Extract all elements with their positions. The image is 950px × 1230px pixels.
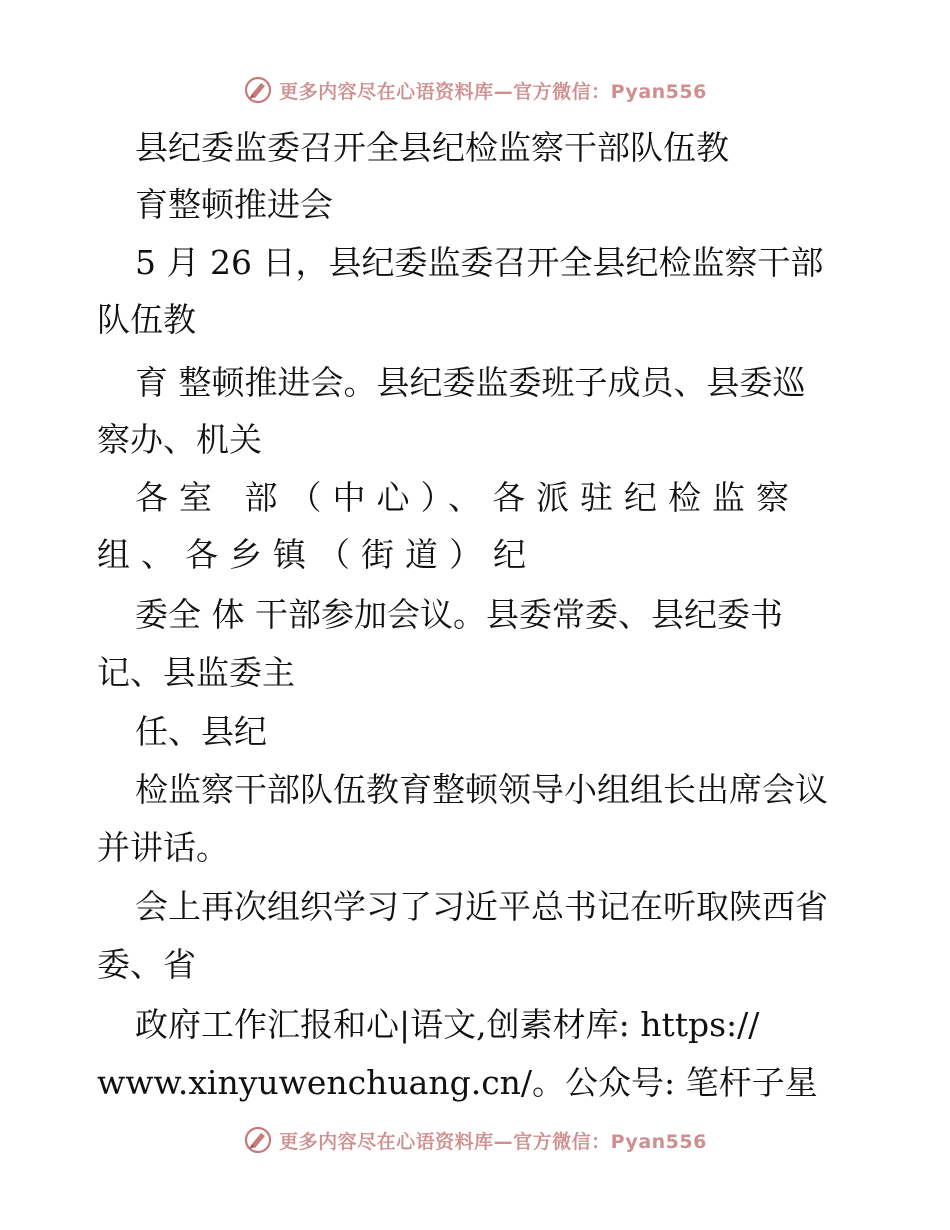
text-line: 检监察干部队伍教育整顿领导小组组长出席会议: [135, 770, 828, 809]
logo-icon: [243, 75, 273, 105]
text-line: 记、县监委主: [97, 653, 295, 692]
text-line: 会上再次组织学习了习近平总书记在听取陕西省: [135, 887, 828, 926]
text-line: 育整顿推进会: [135, 185, 333, 224]
text-line: 组、各乡镇（街道）纪: [97, 535, 537, 574]
text-line: 委、省: [97, 945, 196, 984]
text-line: 育 整顿推进会。县纪委监委班子成员、县委巡: [135, 363, 806, 402]
text-line: www.xinyuwenchuang.cn/。公众号: 笔杆子星: [97, 1063, 818, 1102]
top-watermark-banner: [0, 70, 950, 110]
watermark-text: 更多内容尽在心语资料库—官方微信：Pyan556: [279, 1130, 707, 1153]
text-line: 并讲话。: [97, 828, 229, 867]
text-line: 委全 体 干部参加会议。县委常委、县纪委书: [135, 595, 783, 634]
watermark-text: 更多内容尽在心语资料库—官方微信：Pyan556: [279, 80, 707, 103]
text-line: 政府工作汇报和心|语文,创素材库: https://: [135, 1005, 760, 1044]
text-line: 5 月 26 日，县纪委监委召开全县纪检监察干部: [135, 243, 824, 282]
text-line: 各室 部（中心）、各派驻纪检监察: [135, 478, 800, 517]
bottom-watermark-banner: [0, 1120, 950, 1160]
text-line: 县纪委监委召开全县纪检监察干部队伍教: [135, 128, 729, 167]
text-line: 察办、机关: [97, 420, 262, 459]
text-line: 任、县纪: [135, 712, 267, 751]
text-line: 队伍教: [97, 300, 196, 339]
logo-icon: [243, 1125, 273, 1155]
